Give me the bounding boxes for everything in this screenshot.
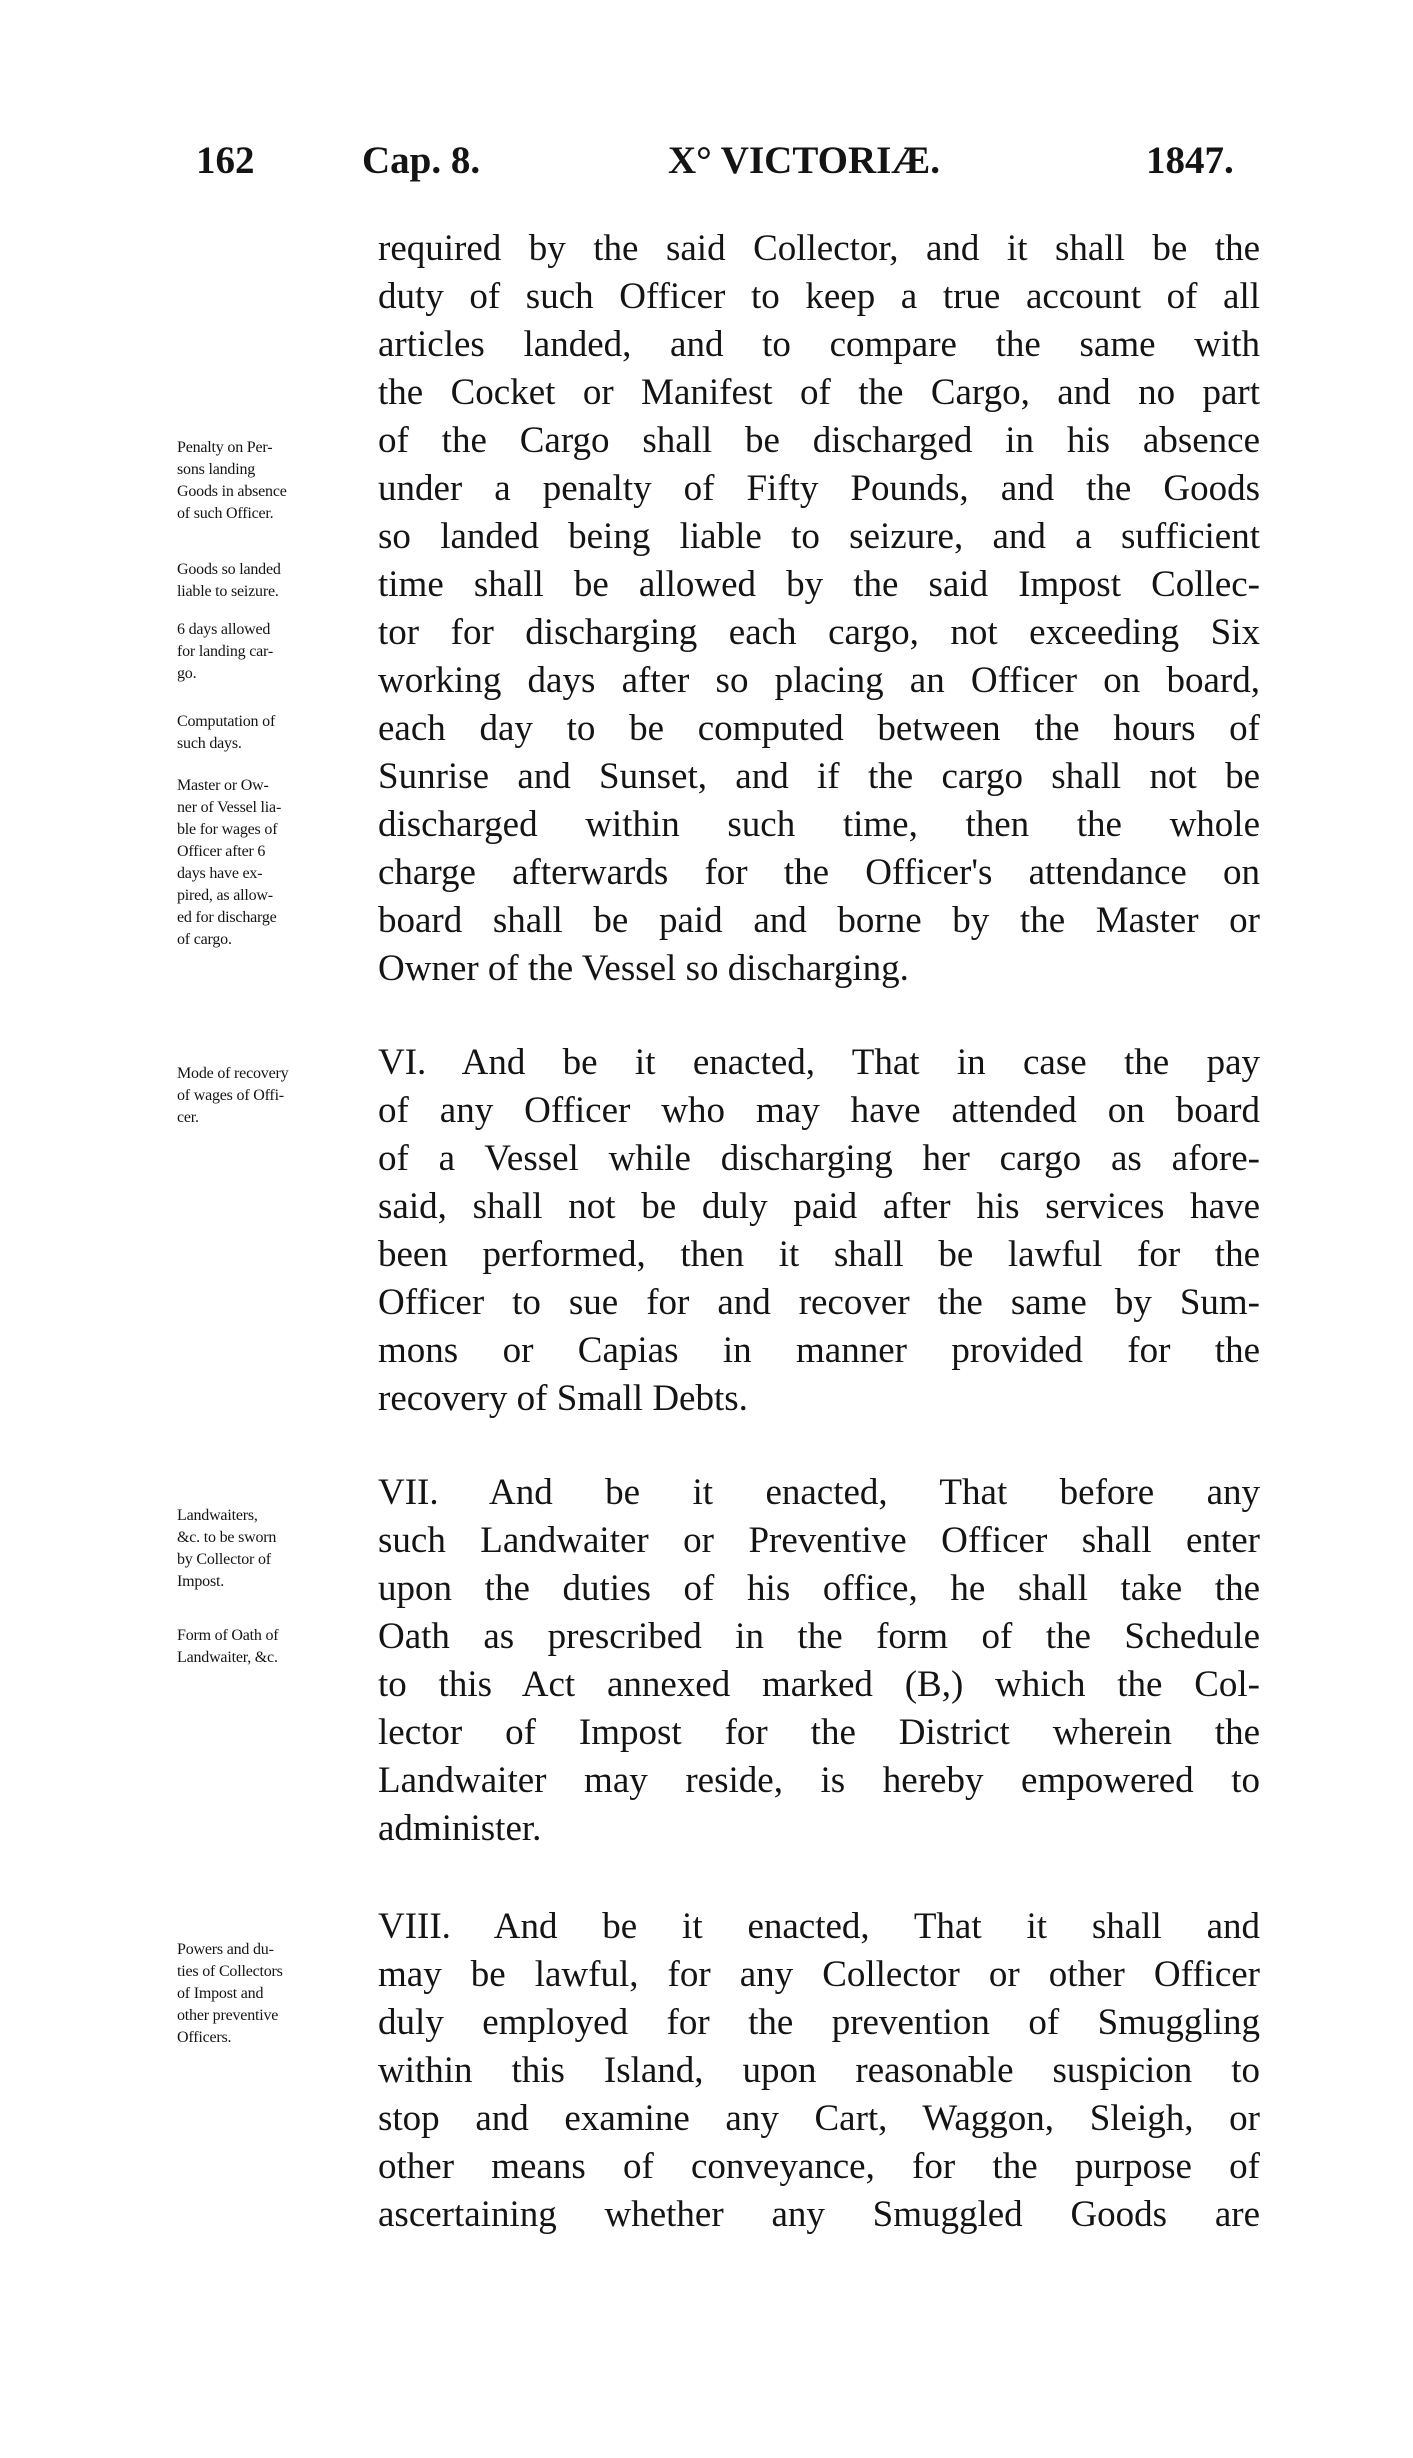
body-line: mons or Capias in manner provided for the [378,1330,1260,1371]
body-line: time shall be allowed by the said Impost Collec- [378,564,1260,605]
body-line: Owner of the Vessel so discharging. [378,948,909,989]
margin-note-line: other preventive [177,2007,279,2024]
margin-note-line: pired, as allow- [177,887,273,904]
margin-note-line: Landwaiter, &c. [177,1649,278,1666]
body-line: under a penalty of Fifty Pounds, and the Goods [378,468,1260,509]
body-line: stop and examine any Cart, Waggon, Sleigh, or [378,2098,1260,2139]
margin-note-line: Officers. [177,2029,232,2046]
margin-note-line: Form of Oath of [177,1627,279,1644]
body-line: been performed, then it shall be lawful for the [378,1234,1260,1275]
margin-note-line: for landing car- [177,643,273,660]
margin-note-line: by Collector of [177,1551,271,1568]
body-line: of a Vessel while discharging her cargo as afore- [378,1138,1260,1179]
margin-note-line: ties of Collectors [177,1963,283,1980]
margin-note-line: Penalty on Per- [177,439,273,456]
body-line: VI. And be it enacted, That in case the pay [378,1042,1260,1083]
body-line: board shall be paid and borne by the Master or [378,900,1260,941]
margin-note-line: of cargo. [177,931,232,948]
margin-note-line: Officer after 6 [177,843,266,860]
body-line: to this Act annexed marked (B,) which the Col- [378,1664,1260,1705]
chapter-label: Cap. 8. [362,139,481,182]
body-line: within this Island, upon reasonable suspicion to [378,2050,1260,2091]
body-line: Oath as prescribed in the form of the Schedule [378,1616,1260,1657]
body-line: charge afterwards for the Officer's attendance on [378,852,1260,893]
page-number: 162 [196,139,255,182]
margin-note-line: ble for wages of [177,821,278,838]
body-line: each day to be computed between the hours of [378,708,1260,749]
margin-note-line: cer. [177,1109,199,1126]
body-line: duly employed for the prevention of Smuggling [378,2002,1260,2043]
body-line: said, shall not be duly paid after his services have [378,1186,1260,1227]
body-line: other means of conveyance, for the purpose of [378,2146,1260,2187]
margin-note-line: sons landing [177,461,256,478]
body-line: tor for discharging each cargo, not exceeding Six [378,612,1260,653]
margin-note-line: Landwaiters, [177,1507,258,1524]
margin-note-line: ner of Vessel lia- [177,799,282,816]
body-line: working days after so placing an Officer on board, [378,660,1260,701]
body-line: so landed being liable to seizure, and a sufficient [378,516,1260,557]
body-line: VII. And be it enacted, That before any [378,1472,1260,1513]
body-line: articles landed, and to compare the same with [378,324,1260,365]
margin-note-line: Goods so landed [177,561,281,578]
body-line: Landwaiter may reside, is hereby empowered to [378,1760,1260,1801]
margin-note-line: &c. to be sworn [177,1529,277,1546]
body-line: the Cocket or Manifest of the Cargo, and no part [378,372,1260,413]
body-line: may be lawful, for any Collector or other Officer [378,1954,1260,1995]
margin-note-line: 6 days allowed [177,621,271,638]
body-line: recovery of Small Debts. [378,1378,748,1419]
body-line: such Landwaiter or Preventive Officer shall enter [378,1520,1260,1561]
body-line: required by the said Collector, and it shall be the [378,228,1260,269]
margin-note-line: of wages of Offi- [177,1087,284,1104]
margin-note-line: liable to seizure. [177,583,279,600]
margin-note-line: Impost. [177,1573,225,1590]
margin-note-line: ed for discharge [177,909,277,926]
body-line: of any Officer who may have attended on board [378,1090,1260,1131]
margin-note-line: days have ex- [177,865,263,882]
margin-note-line: Master or Ow- [177,777,269,794]
body-line: discharged within such time, then the whole [378,804,1260,845]
body-line: lector of Impost for the District wherein the [378,1712,1260,1753]
margin-note-line: such days. [177,735,242,752]
margin-note-line: Mode of recovery [177,1065,289,1082]
body-line: administer. [378,1808,542,1849]
body-line: ascertaining whether any Smuggled Goods are [378,2194,1260,2235]
margin-note-line: Computation of [177,713,276,730]
body-line: duty of such Officer to keep a true account of all [378,276,1260,317]
body-line: of the Cargo shall be discharged in his absence [378,420,1260,461]
margin-note-line: go. [177,665,197,682]
body-line: Sunrise and Sunset, and if the cargo shall not be [378,756,1260,797]
reign-label: X° VICTORIÆ. [668,139,941,182]
year-label: 1847. [1146,139,1234,182]
margin-note-line: of such Officer. [177,505,274,522]
body-line: Officer to sue for and recover the same by Sum- [378,1282,1260,1323]
body-line: VIII. And be it enacted, That it shall and [378,1906,1260,1947]
margin-note-line: Powers and du- [177,1941,274,1958]
margin-note-line: of Impost and [177,1985,264,2002]
body-line: upon the duties of his office, he shall take the [378,1568,1260,1609]
margin-note-line: Goods in absence [177,483,287,500]
